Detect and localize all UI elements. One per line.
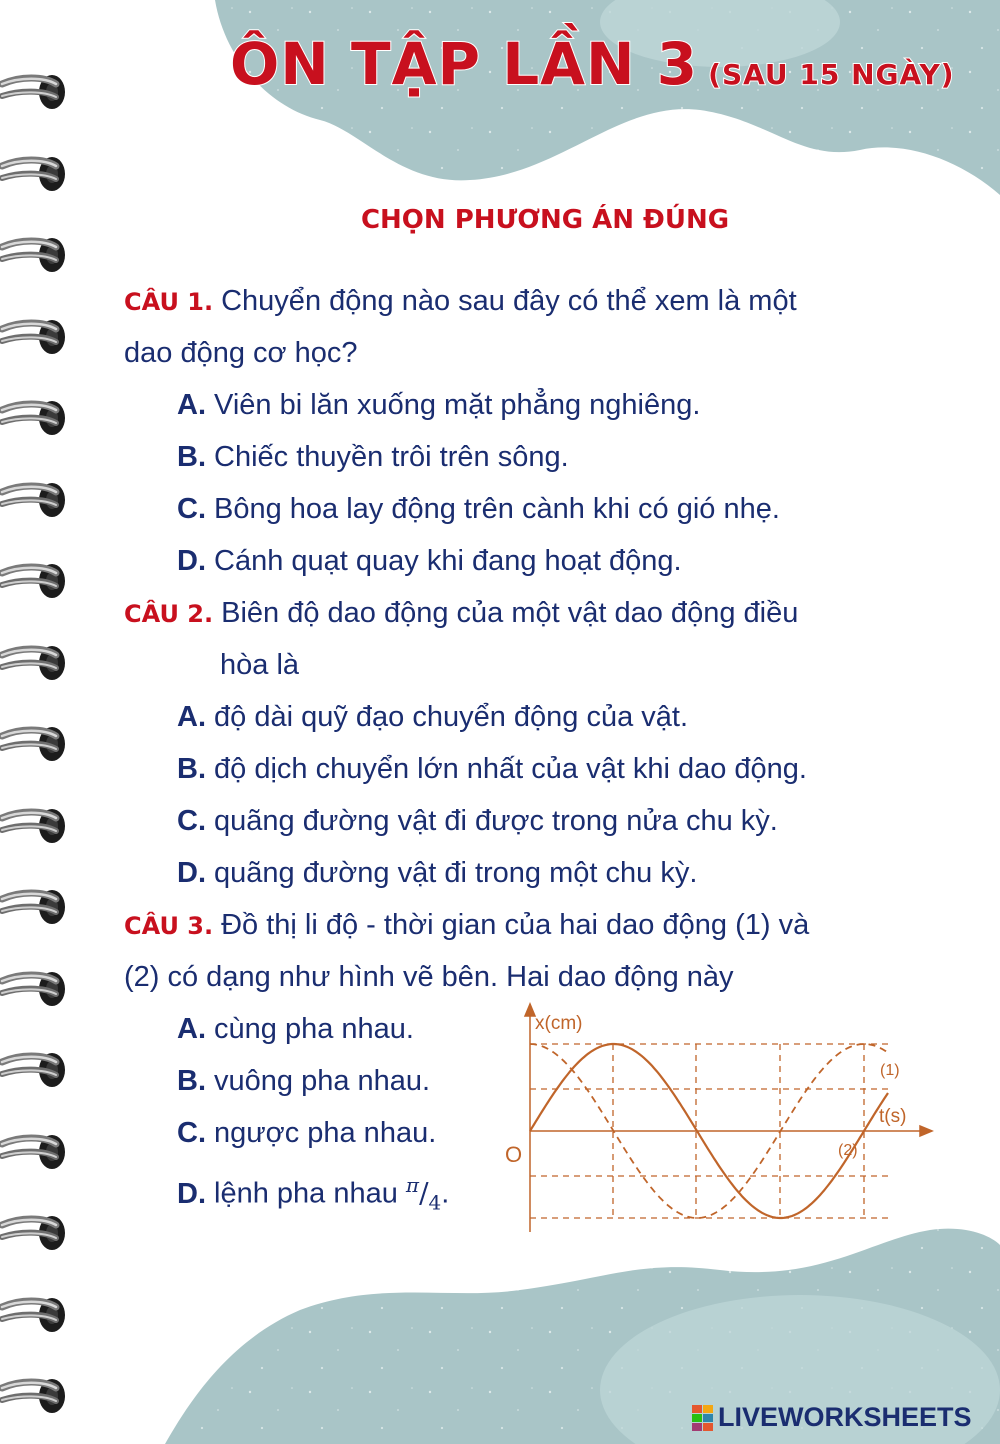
option-text: Viên bi lăn xuống mặt phẳng nghiêng. (214, 389, 701, 421)
spiral-ring (0, 724, 80, 764)
page-title (230, 30, 955, 98)
option-text: Cánh quạt quay khi đang hoạt động. (214, 545, 682, 577)
option-letter: D. (177, 545, 206, 577)
x-axis-label: t(s) (879, 1106, 907, 1127)
question-1-option-b[interactable] (177, 431, 569, 483)
question-1-option-d[interactable] (177, 535, 682, 587)
fraction-numerator: π (405, 1173, 420, 1197)
question-3-number: CÂU 3. (124, 912, 214, 940)
option-letter: B. (177, 441, 206, 473)
fraction-slash: / (419, 1176, 429, 1210)
spiral-ring (0, 1050, 80, 1090)
question-2-stem-line1: Biên độ dao động của một vật dao động điều (221, 597, 799, 629)
question-2-option-a[interactable] (177, 691, 688, 743)
option-text: độ dài quỹ đạo chuyển động của vật. (214, 701, 689, 733)
option-letter: C. (177, 493, 206, 525)
liveworksheets-brand[interactable]: LIVEWORKSHEETS (718, 1402, 972, 1432)
question-3-stem-line1: Đồ thị li độ - thời gian của hai dao động (1) và (221, 909, 810, 941)
curve-1-label: (1) (880, 1062, 900, 1079)
spiral-ring (0, 806, 80, 846)
spiral-ring (0, 1132, 80, 1172)
spiral-ring (0, 480, 80, 520)
spiral-ring (0, 72, 80, 112)
option-text: độ dịch chuyển lớn nhất của vật khi dao động. (214, 753, 807, 785)
spiral-ring (0, 398, 80, 438)
question-3-option-b[interactable] (177, 1055, 430, 1107)
option-text: quãng đường vật đi trong một chu kỳ. (214, 857, 698, 889)
title-suffix: (SAU 15 NGÀY) (708, 58, 955, 91)
question-1-number: CÂU 1. (124, 288, 214, 316)
question-2-stem (124, 587, 798, 640)
liveworksheets-logo-icon (692, 1405, 714, 1431)
option-text: ngược pha nhau. (214, 1117, 437, 1149)
question-3-option-d[interactable] (177, 1159, 449, 1228)
question-3-option-a[interactable] (177, 1003, 414, 1055)
option-letter: A. (177, 701, 206, 733)
question-1-stem-line1: Chuyển động nào sau đây có thể xem là một (221, 285, 797, 317)
option-text: Bông hoa lay động trên cành khi có gió nhẹ. (214, 493, 780, 525)
spiral-ring (0, 969, 80, 1009)
option-letter: A. (177, 389, 206, 421)
option-letter: D. (177, 1177, 206, 1210)
y-axis-label: x(cm) (535, 1013, 583, 1034)
option-text: Chiếc thuyền trôi trên sông. (214, 441, 569, 473)
question-3-option-c[interactable] (177, 1107, 436, 1159)
option-letter: A. (177, 1013, 206, 1045)
option-letter: C. (177, 805, 206, 837)
option-letter: B. (177, 1065, 206, 1097)
option-text: quãng đường vật đi được trong nửa chu kỳ. (214, 805, 778, 837)
origin-label: O (505, 1142, 523, 1167)
option-text: lệnh pha nhau (214, 1177, 406, 1210)
spiral-ring (0, 1213, 80, 1253)
question-1-option-a[interactable] (177, 379, 700, 431)
question-1-stem (124, 275, 797, 328)
spiral-ring (0, 1376, 80, 1416)
option-text: vuông pha nhau. (214, 1065, 431, 1097)
x-axis-arrow (920, 1126, 932, 1136)
oscillation-graph (500, 1000, 940, 1240)
question-2-option-d[interactable] (177, 847, 697, 899)
option-letter: D. (177, 857, 206, 889)
spiral-ring (0, 887, 80, 927)
fraction-denominator: 4 (428, 1190, 442, 1215)
question-2-stem-line2: hòa là (220, 649, 300, 681)
spiral-ring (0, 235, 80, 275)
question-3-stem (124, 899, 809, 952)
question-3-stem-line2: (2) có dạng như hình vẽ bên. Hai dao động này (124, 961, 734, 993)
question-2-option-b[interactable] (177, 743, 807, 795)
question-2-number: CÂU 2. (124, 600, 214, 628)
question-2-option-c[interactable] (177, 795, 778, 847)
title-main: ÔN TẬP LẦN 3 (230, 30, 699, 98)
option-text: cùng pha nhau. (214, 1013, 414, 1045)
option-letter: C. (177, 1117, 206, 1149)
y-axis-arrow (525, 1004, 535, 1016)
option-letter: B. (177, 753, 206, 785)
section-subtitle: CHỌN PHƯƠNG ÁN ĐÚNG (360, 205, 730, 235)
spiral-ring (0, 561, 80, 601)
question-1-stem-line2: dao động cơ học? (124, 337, 358, 369)
spiral-ring (0, 317, 80, 357)
spiral-ring (0, 643, 80, 683)
spiral-ring (0, 154, 80, 194)
option-end: . (441, 1177, 450, 1210)
question-1-option-c[interactable] (177, 483, 780, 535)
curve-2-label: (2) (838, 1142, 858, 1159)
spiral-ring (0, 1295, 80, 1335)
